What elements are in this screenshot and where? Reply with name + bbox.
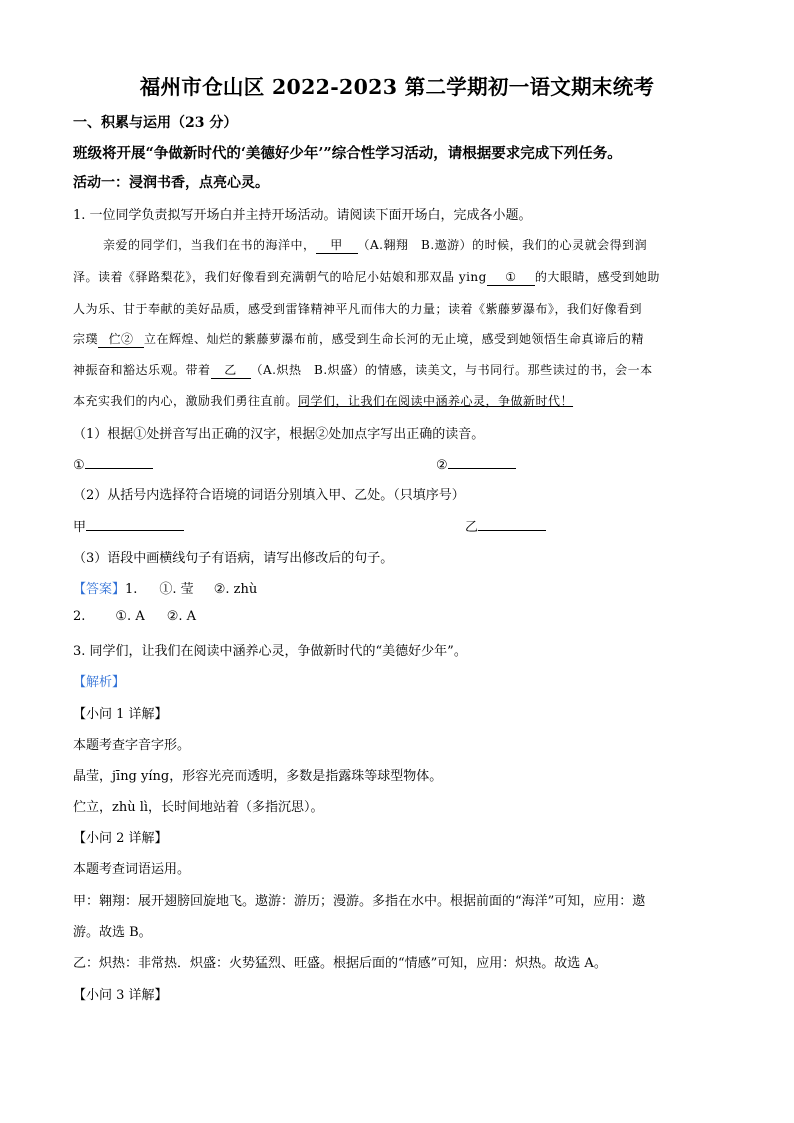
passage-text: 泽。读着《驿路梨花》，我们好像看到充满朝气的哈尼小姑娘和那双晶 ying — [73, 270, 487, 284]
analysis-sub-3-head: 【小问 3 详解】 — [73, 988, 168, 1003]
answer-number: 2. — [73, 609, 86, 624]
answer-tag: 【答案】 — [73, 582, 126, 597]
page-title: 福州市仓山区 2022-2023 第二学期初一语文期末统考 — [139, 75, 655, 99]
passage-text: 的大眼睛，感受到她助 — [534, 270, 660, 284]
answer-row-3: 3. 同学们，让我们在阅读中涵养心灵，争做新时代的“美德好少年”。 — [73, 644, 467, 659]
question-1: 1. 一位同学负责拟写开场白并主持开场活动。请阅读下面开场白，完成各小题。 — [73, 208, 532, 223]
analysis-text: 乙：炽热：非常热．炽盛：火势猛烈、旺盛。根据后面的“情感”可知，应用：炽热。故选 A。 — [73, 956, 607, 971]
underlined-sentence: 同学们，让我们在阅读中涵养心灵，争做新时代！ — [298, 394, 574, 408]
answer-part: ②. zhù — [213, 582, 258, 597]
analysis-text: 伫立，zhù lì，长时间地站着（多指沉思）。 — [73, 800, 324, 815]
passage-text: 本充实我们的内心，激励我们勇往直前。 — [73, 394, 299, 408]
dotted-char: 伫 — [108, 332, 122, 346]
blank-2 — [98, 332, 144, 348]
blank-2-mark: ② — [121, 332, 134, 346]
answer-label: ② — [436, 458, 448, 473]
activity-heading: 活动一：浸润书香，点亮心灵。 — [73, 175, 269, 191]
answer-label: 乙 — [465, 520, 479, 535]
activity-intro: 班级将开展“争做新时代的‘美德好少年’”综合性学习活动，请根据要求完成下列任务。 — [73, 145, 622, 162]
answer-label: ① — [73, 458, 85, 473]
analysis-sub-1-head: 【小问 1 详解】 — [73, 707, 168, 722]
passage-text: 立在辉煌、灿烂的紫藤萝瀑布前，感受到生命长河的无止境，感受到她领悟生命真谛后的精 — [144, 332, 645, 346]
passage-line-6 — [73, 392, 573, 409]
passage-text: （A.翱翔 B.遨游）的时候，我们的心灵就会得到润 — [357, 238, 648, 252]
answer-blank — [448, 454, 516, 469]
answer-part: ②. A — [166, 609, 197, 624]
analysis-text: 游。故选 B。 — [73, 925, 152, 940]
blank-jia: 甲 — [316, 238, 358, 254]
passage-line-2 — [73, 268, 660, 286]
sub-question-2: （2）从括号内选择符合语境的词语分别填入甲、乙处。（只填序号） — [73, 488, 465, 503]
answer-part: ①. 莹 — [159, 582, 194, 597]
answer-row-1 — [73, 578, 257, 597]
answer-line-jia — [73, 516, 184, 535]
passage-line-3: 人为乐、甘于奉献的美好品质，感受到雷锋精神平凡而伟大的力量；读着《紫藤萝瀑布》，我们好像看到 — [73, 302, 643, 316]
analysis-text: 本题考查词语运用。 — [73, 862, 191, 877]
passage-text: （A.炽热 B.炽盛）的情感，读美文，与书同行。那些读过的书，会一本 — [250, 363, 653, 377]
analysis-text: 本题考查字音字形。 — [73, 738, 191, 753]
section-heading: 一、积累与运用（23 分） — [73, 115, 238, 131]
analysis-text: 晶莹，jīng yíng，形容光亮而透明，多数是指露珠等球型物体。 — [73, 769, 443, 784]
answer-line-yi — [465, 516, 546, 535]
passage-text: 宗璞 — [73, 332, 99, 346]
passage-text: 神振奋和豁达乐观。带着 — [73, 363, 211, 377]
answer-number: 1. — [125, 582, 138, 597]
passage-text: 亲爱的同学们，当我们在书的海洋中， — [103, 238, 316, 252]
answer-blank — [86, 516, 184, 531]
answer-row-2 — [73, 609, 196, 624]
answer-line-1 — [73, 454, 153, 473]
passage-line-5 — [73, 361, 653, 379]
analysis-sub-2-head: 【小问 2 详解】 — [73, 831, 168, 846]
answer-blank — [478, 516, 546, 531]
answer-part: ①. A — [115, 609, 145, 624]
analysis-text: 甲：翱翔：展开翅膀回旋地飞。遨游：游历；漫游。多指在水中。根据前面的“海洋”可知，应用：遨 — [73, 894, 646, 909]
passage-line-1 — [103, 236, 647, 254]
blank-1: ① — [487, 270, 535, 286]
analysis-tag: 【解析】 — [73, 675, 126, 690]
passage-line-4 — [73, 330, 644, 348]
sub-question-1: （1）根据①处拼音写出正确的汉字，根据②处加点字写出正确的读音。 — [73, 427, 485, 442]
answer-line-2 — [436, 454, 516, 473]
blank-yi: 乙 — [211, 363, 251, 379]
answer-blank — [85, 454, 153, 469]
answer-label: 甲 — [73, 520, 87, 535]
sub-question-3: （3）语段中画横线句子有语病，请写出修改后的句子。 — [73, 551, 394, 566]
